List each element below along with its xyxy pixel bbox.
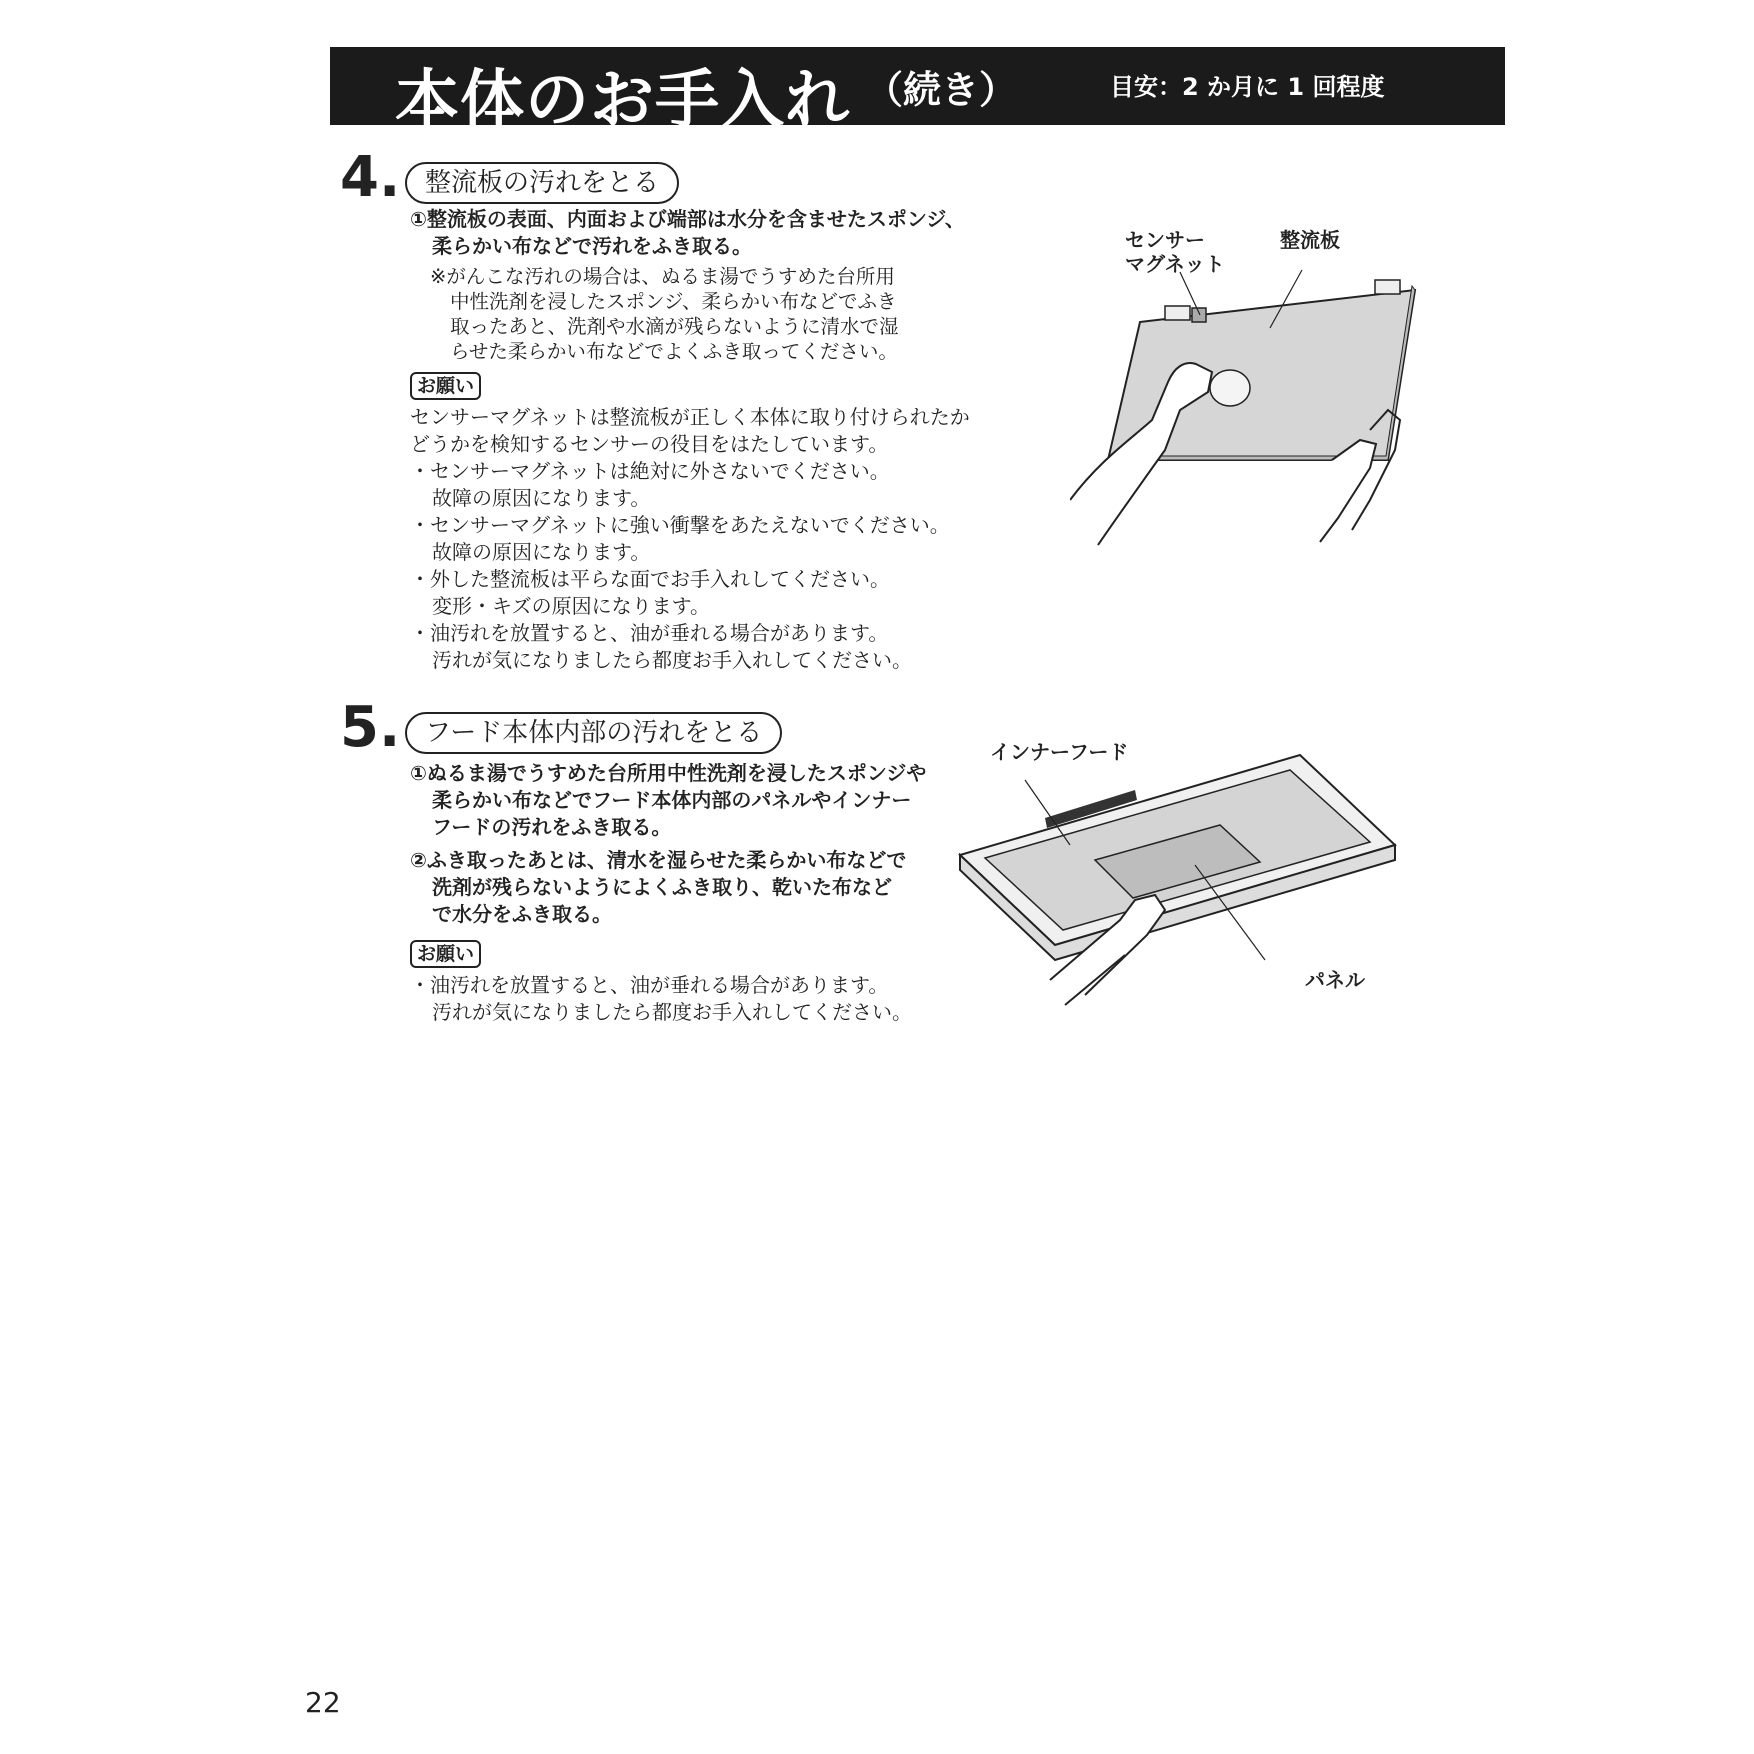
instruction-line: ①整流板の表面、内面および端部は水分を含ませたスポンジ、: [410, 207, 965, 231]
instruction-line: ①ぬるま湯でうすめた台所用中性洗剤を浸したスポンジや: [410, 761, 927, 785]
step-4-section: [330, 145, 1505, 672]
page-title-sub: （続き）: [865, 68, 1018, 112]
instruction-line: 柔らかい布などで汚れをふき取る。: [432, 234, 752, 258]
caution-line: センサーマグネットは整流板が正しく本体に取り付けられたか: [410, 405, 970, 429]
label-panel: パネル: [1305, 968, 1365, 992]
step-5-title: フード本体内部の汚れをとる: [405, 712, 782, 754]
bullet-line: ・油汚れを放置すると、油が垂れる場合があります。: [410, 973, 889, 997]
step-4-number: 4.: [340, 145, 401, 210]
request-label: お願い: [410, 372, 481, 400]
bullet-item: [410, 512, 1010, 566]
note-line: 取ったあと、洗剤や水滴が残らないように清水で湿: [450, 315, 899, 338]
note-line: ※がんこな汚れの場合は、ぬるま湯でうすめた台所用: [430, 265, 895, 288]
step-5-section: [330, 695, 1505, 1040]
page-header: [330, 47, 1505, 138]
label-inner-hood: インナーフード: [990, 740, 1129, 764]
baffle-plate-illustration: [1070, 260, 1490, 660]
instruction-line: フードの汚れをふき取る。: [432, 815, 672, 839]
bullet-line: ・センサーマグネットは絶対に外さないでください。: [410, 459, 890, 483]
maintenance-guideline: 目安：2 か月に 1 回程度: [1110, 73, 1385, 101]
step-4-note: [430, 264, 1010, 364]
step-5-instruction-1: [410, 760, 970, 841]
step-5-number: 5.: [340, 695, 401, 760]
bullet-line: ・センサーマグネットに強い衝撃をあたえないでください。: [410, 513, 950, 537]
label-line: センサー: [1125, 228, 1205, 252]
step-5-instruction-2: [410, 847, 970, 928]
bullet-item: [410, 566, 1010, 620]
instruction-line: 柔らかい布などでフード本体内部のパネルやインナー: [432, 788, 912, 812]
caution-line: どうかを検知するセンサーの役目をはたしています。: [410, 432, 889, 456]
instruction-line: 洗剤が残らないようによくふき取り、乾いた布など: [432, 875, 892, 899]
step-4-instruction-1: [410, 206, 1010, 260]
step-4-caution: [410, 404, 1010, 458]
step-5-text: [410, 760, 970, 1026]
note-line: 中性洗剤を浸したスポンジ、柔らかい布などでふき: [450, 290, 897, 313]
instruction-line: ②ふき取ったあとは、清水を湿らせた柔らかい布などで: [410, 848, 907, 872]
page-title: 本体のお手入れ: [395, 64, 850, 138]
request-label: お願い: [410, 940, 481, 968]
step-4-text: [410, 206, 1010, 674]
bullet-item: [410, 972, 970, 1026]
step-4-title: 整流板の汚れをとる: [405, 162, 679, 204]
label-line: マグネット: [1125, 252, 1225, 276]
note-line: らせた柔らかい布などでよくふき取ってください。: [450, 340, 898, 363]
hood-interior-illustration: [955, 730, 1405, 1010]
label-baffle-plate: 整流板: [1280, 228, 1340, 252]
bullet-line: 故障の原因になります。: [432, 540, 651, 564]
bullet-line: 故障の原因になります。: [432, 486, 651, 510]
bullet-item: [410, 458, 1010, 512]
bullet-line: 汚れが気になりましたら都度お手入れしてください。: [432, 1000, 912, 1024]
instruction-line: で水分をふき取る。: [432, 902, 612, 926]
bullet-item: [410, 620, 1010, 674]
bullet-line: 汚れが気になりましたら都度お手入れしてください。: [432, 648, 912, 672]
bullet-line: 変形・キズの原因になります。: [432, 594, 710, 618]
bullet-line: ・油汚れを放置すると、油が垂れる場合があります。: [410, 621, 889, 645]
page-number: 22: [305, 1686, 341, 1719]
bullet-line: ・外した整流板は平らな面でお手入れしてください。: [410, 567, 890, 591]
